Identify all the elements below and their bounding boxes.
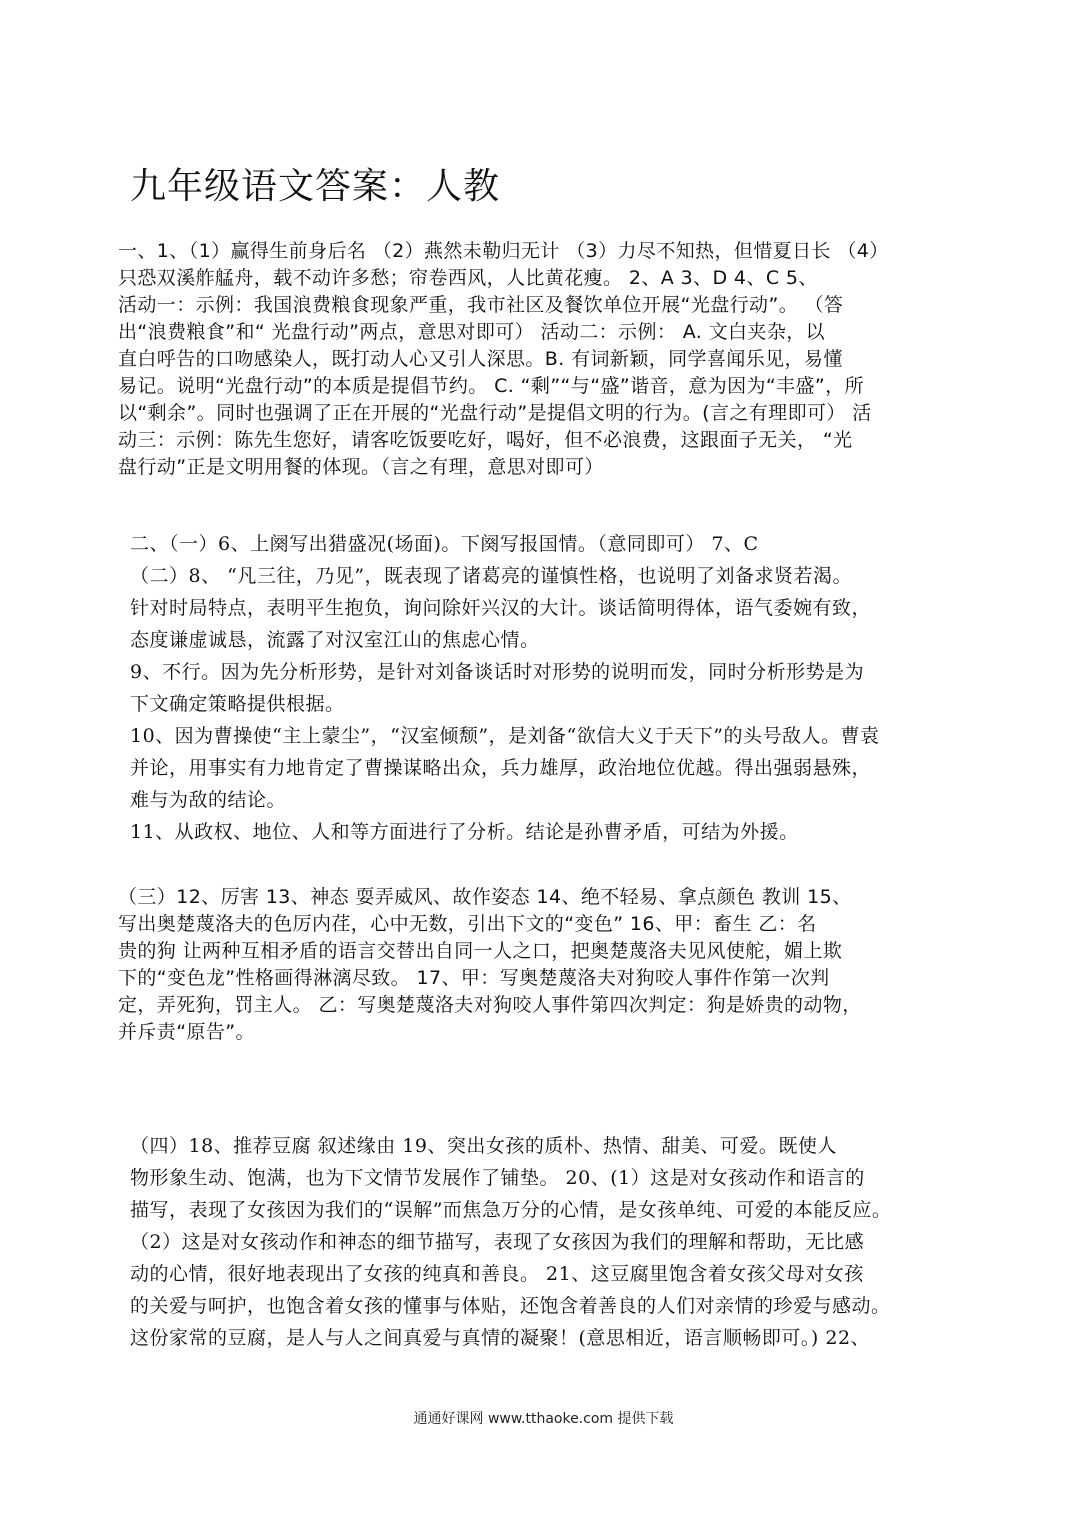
text-line: （2）这是对女孩动作和神态的细节描写，表现了女孩因为我们的理解和帮助，无比感 [130,1231,865,1253]
text-line: 活动一：示例：我国浪费粮食现象严重，我市社区及餐饮单位开展“光盘行动”。 （答 [118,294,844,316]
text-line: 写出奥楚蔑洛夫的色厉内荏，心中无数，引出下文的“变色” 16、甲：畜生 乙：名 [118,913,817,935]
answer-section-4 [130,1130,891,1354]
text-line: （二）8、 “凡三往，乃见”，既表现了诸葛亮的谨慎性格，也说明了刘备求贤若渴。 [130,565,853,587]
text-line: 这份家常的豆腐，是人与人之间真爱与真情的凝聚！(意思相近，语言顺畅即可。) 22、 [130,1327,871,1349]
text-line: （三）12、厉害 13、神态 耍弄威风、故作姿态 14、绝不轻易、拿点颜色 教训 15、 [118,886,852,908]
text-line: （四）18、推荐豆腐 叙述缘由 19、突出女孩的质朴、热情、甜美、可爱。既使人 [130,1135,837,1157]
text-line: 下文确定策略提供根据。 [130,693,345,715]
text-line: 的关爱与呵护，也饱含着女孩的懂事与体贴，还饱含着善良的人们对亲情的珍爱与感动。 [130,1295,891,1317]
text-line: 盘行动”正是文明用餐的体现。（言之有理，意思对即可） [118,456,604,478]
text-line: 以“剩余”。同时也强调了正在开展的“光盘行动”是提倡文明的行为。(言之有理即可） 活 [118,402,872,424]
text-line: 易记。说明“光盘行动”的本质是提倡节约。 C. “剩”“与“盛”谐音，意为因为“丰盛”，所 [118,375,864,397]
text-line: 并论，用事实有力地肯定了曹操谋略出众，兵力雄厚，政治地位优越。得出强弱悬殊， [130,757,872,779]
text-line: 物形象生动、饱满，也为下文情节发展作了铺垫。 20、(1）这是对女孩动作和语言的 [130,1167,865,1189]
text-line: 下的“变色龙”性格画得淋漓尽致。 17、甲：写奥楚蔑洛夫对狗咬人事件作第一次判 [118,967,830,989]
text-line: 态度谦虚诚恳，流露了对汉室江山的焦虑心情。 [130,629,540,651]
text-line: 只恐双溪舴艋舟，载不动许多愁；帘卷西风，人比黄花瘦。 2、A 3、D 4、C 5、 [118,267,818,289]
text-line: 11、从政权、地位、人和等方面进行了分析。结论是孙曹矛盾，可结为外援。 [130,821,799,843]
footer-source: 通通好课网 www.tthaoke.com 提供下载 [413,1411,674,1427]
text-line: 9、不行。因为先分析形势，是针对刘备谈话时对形势的说明而发，同时分析形势是为 [130,661,865,683]
answer-section-1 [118,238,889,481]
document-title: 九年级语文答案：人教 [130,166,501,207]
text-line: 并斥责“原告”。 [118,1021,255,1043]
text-line: 10、因为曹操使“主上蒙尘”，“汉室倾颓”，是刘备“欲信大义于天下”的头号敌人。曹袁 [130,725,880,747]
text-line: 动的心情，很好地表现出了女孩的纯真和善良。 21、这豆腐里饱含着女孩父母对女孩 [130,1263,864,1285]
text-line: 直白呼告的口吻感染人，既打动人心又引人深思。B. 有词新颖，同学喜闻乐见，易懂 [118,348,843,370]
text-line: 描写，表现了女孩因为我们的“误解”而焦急万分的心情，是女孩单纯、可爱的本能反应。 [130,1199,892,1221]
answer-section-2 [130,528,879,848]
text-line: 定，弄死狗，罚主人。 乙：写奥楚蔑洛夫对狗咬人事件第四次判定：狗是娇贵的动物， [118,994,862,1016]
answer-section-3 [118,884,862,1046]
text-line: 二、（一）6、上阕写出猎盛况(场面)。下阕写报国情。（意同即可） 7、C [130,533,759,555]
text-line: 一、1、（1）赢得生前身后名 （2）燕然未勒归无计 （3）力尽不知热，但惜夏日长 （4） [118,240,889,262]
text-line: 贵的狗 让两种互相矛盾的语言交替出自同一人之口，把奥楚蔑洛夫见风使舵，媚上欺 [118,940,843,962]
text-line: 难与为敌的结论。 [130,789,287,811]
text-line: 出“浪费粮食”和“ 光盘行动”两点，意思对即可） 活动二：示例： A. 文白夹杂，以 [118,321,826,343]
text-line: 针对时局特点，表明平生抱负，询问除奸兴汉的大计。谈话简明得体，语气委婉有致， [130,597,872,619]
text-line: 动三：示例：陈先生您好，请客吃饭要吃好，喝好，但不必浪费，这跟面子无关， “光 [118,429,853,451]
